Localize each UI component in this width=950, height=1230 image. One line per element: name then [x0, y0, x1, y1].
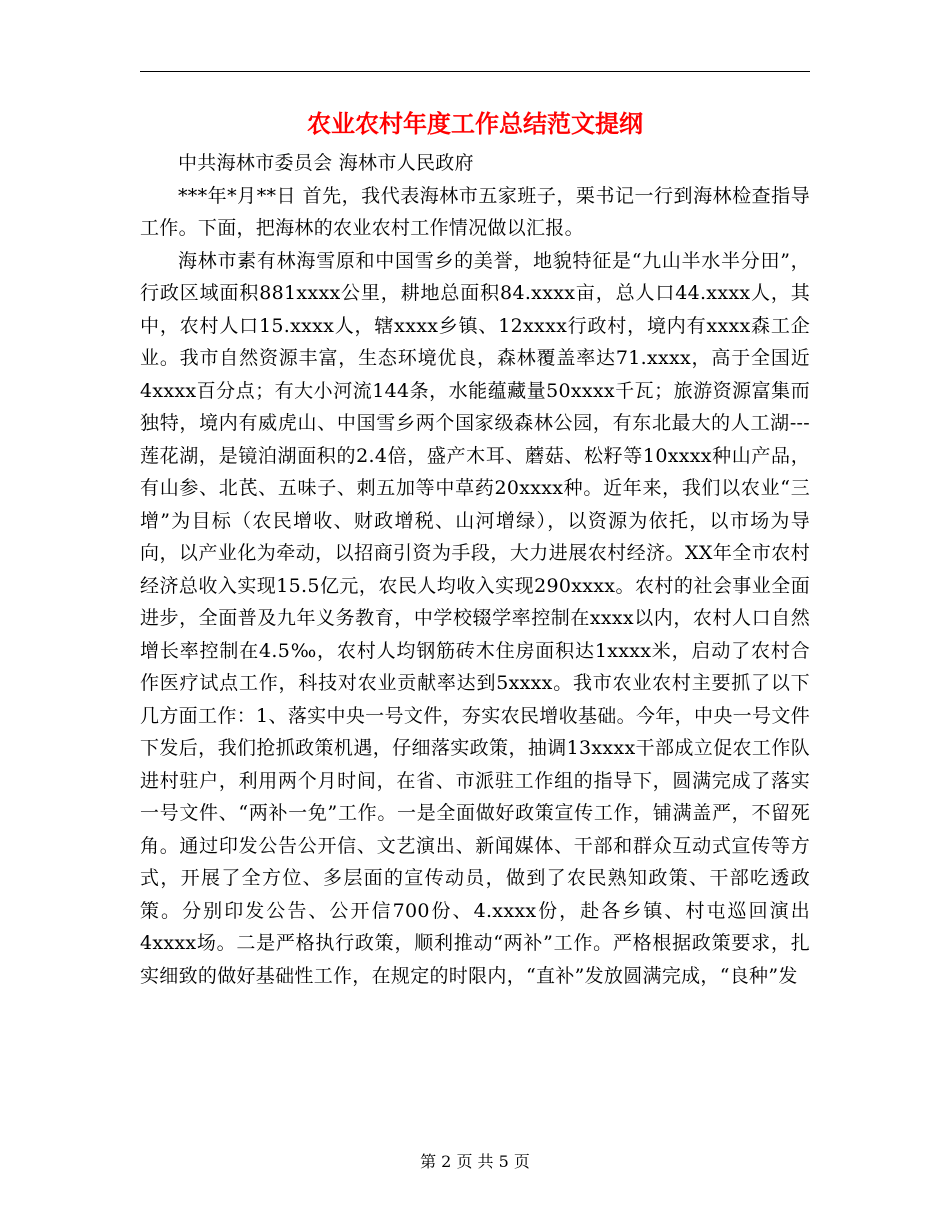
document-body: [140, 147, 810, 992]
header-rule: [140, 71, 810, 72]
document-title: 农业农村年度工作总结范文提纲: [307, 110, 643, 138]
page-number: 第 2 页 共 5 页: [420, 1152, 530, 1171]
org-line: 中共海林市委员会 海林市人民政府: [178, 152, 474, 174]
paragraph-intro: ***年*月**日 首先，我代表海林市五家班子，栗书记一行到海林检查指导工作。下面，把海林的农业农村工作情况做以汇报。: [140, 184, 810, 239]
paragraph-main: 海林市素有林海雪原和中国雪乡的美誉，地貌特征是“九山半水半分田”，行政区域面积881xxxx公里，耕地总面积84.xxxx亩，总人口44.xxxx人，其中，农村人口15.xxxx人，辖xxxx乡镇、12xxxx行政村，境内有xxxx森工企业。我市自然资源丰富，生态环境优良，森林覆盖率达71.xxxx，高于全国近4xxxx百分点；有大小河流144条，水能蕴藏量50xxxx千瓦；旅游资源富集而独特，境内有威虎山、中国雪乡两个国家级森林公园，有东北最大的人工湖---莲花湖，是镜泊湖面积的2.4倍，盛产木耳、蘑菇、松籽等10xxxx种山产品，有山参、北芪、五味子、刺五加等中草药20xxxx种。近年来，我们以农业“三增”为目标（农民增收、财政增税、山河增绿），以资源为依托，以市场为导向，以产业化为牵动，以招商引资为手段，大力进展农村经济。XX年全市农村经济总收入实现15.5亿元，农民人均收入实现290xxxx。农村的社会事业全面进步，全面普及九年义务教育，中学校辍学率控制在xxxx以内，农村人口自然增长率控制在4.5‰，农村人均钢筋砖木住房面积达1xxxx米，启动了农村合作医疗试点工作，科技对农业贡献率达到5xxxx。我市农业农村主要抓了以下几方面工作：1、落实中央一号文件，夯实农民增收基础。今年，中央一号文件下发后，我们抢抓政策机遇，仔细落实政策，抽调13xxxx干部成立促农工作队进村驻户，利用两个月时间，在省、市派驻工作组的指导下，圆满完成了落实一号文件、“两补一免”工作。一是全面做好政策宣传工作，铺满盖严，不留死角。通过印发公告公开信、文艺演出、新闻媒体、干部和群众互动式宣传等方式，开展了全方位、多层面的宣传动员，做到了农民熟知政策、干部吃透政策。分别印发公告、公开信700份、4.xxxx份，赴各乡镇、村屯巡回演出4xxxx场。二是严格执行政策，顺利推动“两补”工作。严格根据政策要求，扎实细致的做好基础性工作，在规定的时限内，“直补”发放圆满完成，“良种”发: [140, 249, 810, 987]
